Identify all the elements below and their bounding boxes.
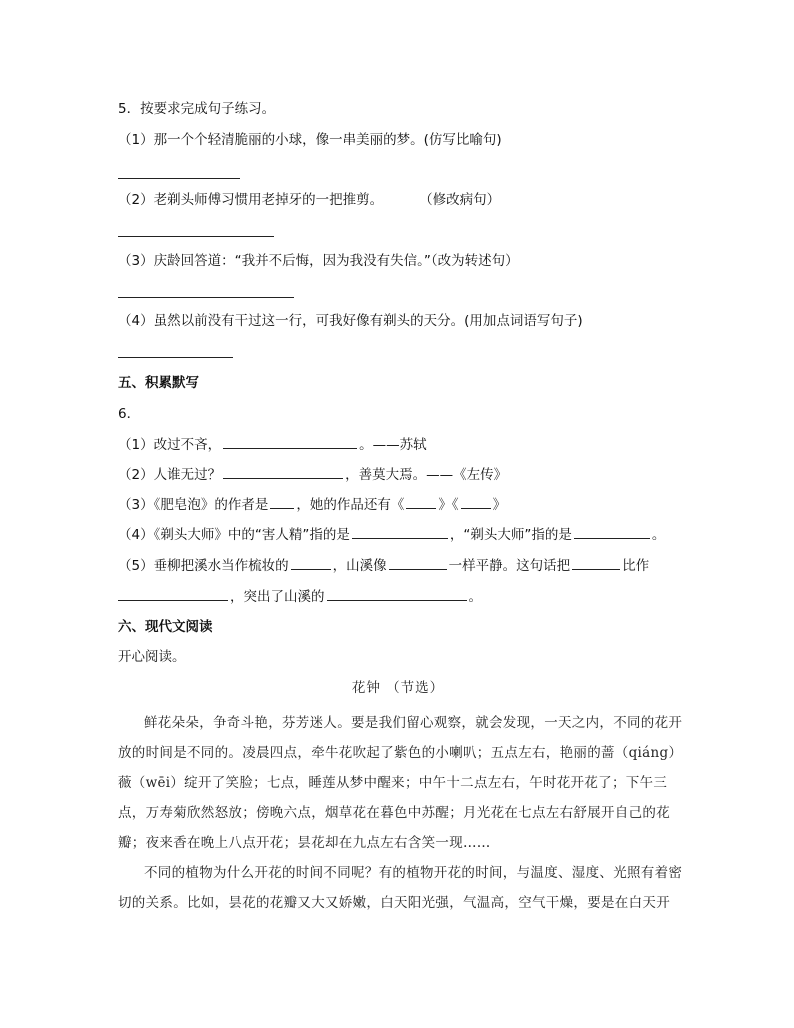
q6-item-5	[118, 555, 649, 576]
q6-item-5-text-e: ，突出了山溪的	[230, 589, 325, 605]
section-heading-6: 六、现代文阅读	[118, 619, 213, 635]
q6-item-5-text-b: ，山溪像	[332, 558, 387, 574]
q6-item-3	[118, 494, 506, 515]
q6-item-2-text: （2）人谁无过？	[118, 467, 222, 483]
q5-title: 5．按要求完成句子练习。	[118, 101, 276, 117]
q5-sentence-2	[118, 190, 500, 210]
q5-sentence-2-task: （修改病句）	[419, 192, 501, 208]
blank-5e[interactable]	[327, 586, 467, 601]
blank-work-1[interactable]	[406, 494, 436, 509]
passage-line: 鲜花朵朵，争奇斗艳，芬芳迷人。要是我们留心观察，就会发现，一天之内，不同的花开	[144, 715, 683, 731]
q5-sentence-1: （1）那一个个轻清脆丽的小球，像一串美丽的梦。(仿写比喻句)	[118, 132, 502, 148]
passage-line: 放的时间是不同的。凌晨四点，牵牛花吹起了紫色的小喇叭；五点左右，艳丽的蔷（qiáng）	[118, 745, 683, 761]
q6-item-3-text-c: 》《	[438, 497, 459, 513]
blank-5b[interactable]	[389, 555, 447, 570]
q5-answer-line-2[interactable]	[118, 236, 274, 237]
passage-line: 薇（wēi）绽开了笑脸；七点，睡莲从梦中醒来；中午十二点左右，午时花开花了；下午三	[118, 775, 668, 791]
blank-author[interactable]	[270, 494, 294, 509]
q5-sentence-3: （3）庆龄回答道：“我并不后悔，因为我没有失信。”（改为转述句）	[118, 253, 519, 269]
q6-item-5-text-f: 。	[468, 589, 482, 605]
passage-line: 不同的植物为什么开花的时间不同呢？有的植物开花的时间，与温度、湿度、光照有着密	[144, 865, 683, 881]
q6-item-5-text-c: 一样平静。这句话把	[448, 558, 571, 574]
q6-item-1-text: （1）改过不吝，	[118, 437, 222, 453]
q6-item-1-source: 。——苏轼	[359, 437, 427, 453]
blank-5d[interactable]	[118, 586, 228, 601]
blank-1[interactable]	[223, 434, 357, 449]
passage-title: 花钟 （节选）	[351, 680, 445, 696]
q6-item-3-text: （3）《肥皂泡》的作者是	[118, 497, 269, 513]
q6-item-2	[118, 464, 507, 485]
blank-2[interactable]	[223, 464, 343, 479]
passage-line: 瓣；夜来香在晚上八点开花；昙花却在九点左右含笑一现……	[118, 835, 491, 851]
q6-item-4-text: （4）《剃头大师》中的“害人精”指的是	[118, 527, 350, 543]
q6-item-3-text-d: 》	[492, 497, 507, 513]
q6-item-2-source: ，善莫大焉。——《左传》	[345, 467, 508, 483]
q5-answer-line-4[interactable]	[118, 357, 233, 358]
q6-item-4	[118, 524, 665, 545]
reading-passage	[118, 676, 683, 916]
section-heading-5: 五、积累默写	[118, 375, 199, 391]
q6-item-5-text: （5）垂柳把溪水当作梳妆的	[118, 558, 289, 574]
blank-work-2[interactable]	[461, 494, 491, 509]
q6-item-4-text-c: 。	[651, 527, 666, 543]
q6-item-3-text-b: ，她的作品还有《	[296, 497, 405, 513]
reading-intro: 开心阅读。	[118, 649, 186, 665]
blank-4b[interactable]	[574, 524, 650, 539]
q6-item-5-cont	[118, 586, 482, 607]
q6-item-1	[118, 434, 427, 455]
blank-4a[interactable]	[352, 524, 448, 539]
passage-line: 点，万寿菊欣然怒放；傍晚六点，烟草花在暮色中苏醒；月光花在七点左右舒展开自己的花	[118, 805, 670, 821]
q5-sentence-2-text: （2）老剃头师傅习惯用老掉牙的一把推剪。	[118, 192, 384, 208]
q6-item-5-text-d: 比作	[622, 558, 650, 574]
q5-answer-line-1[interactable]	[118, 178, 240, 179]
blank-5a[interactable]	[291, 555, 331, 570]
q6-item-4-text-b: ，“剃头大师”指的是	[449, 527, 572, 543]
q6-number: 6．	[118, 406, 141, 422]
q5-sentence-4: （4）虽然以前没有干过这一行，可我好像有剃头的天分。(用加点词语写句子)	[118, 313, 583, 329]
passage-line: 切的关系。比如，昙花的花瓣又大又娇嫩，白天阳光强，气温高，空气干燥，要是在白天开	[118, 895, 670, 911]
q5-answer-line-3[interactable]	[118, 297, 294, 298]
blank-5c[interactable]	[572, 555, 620, 570]
